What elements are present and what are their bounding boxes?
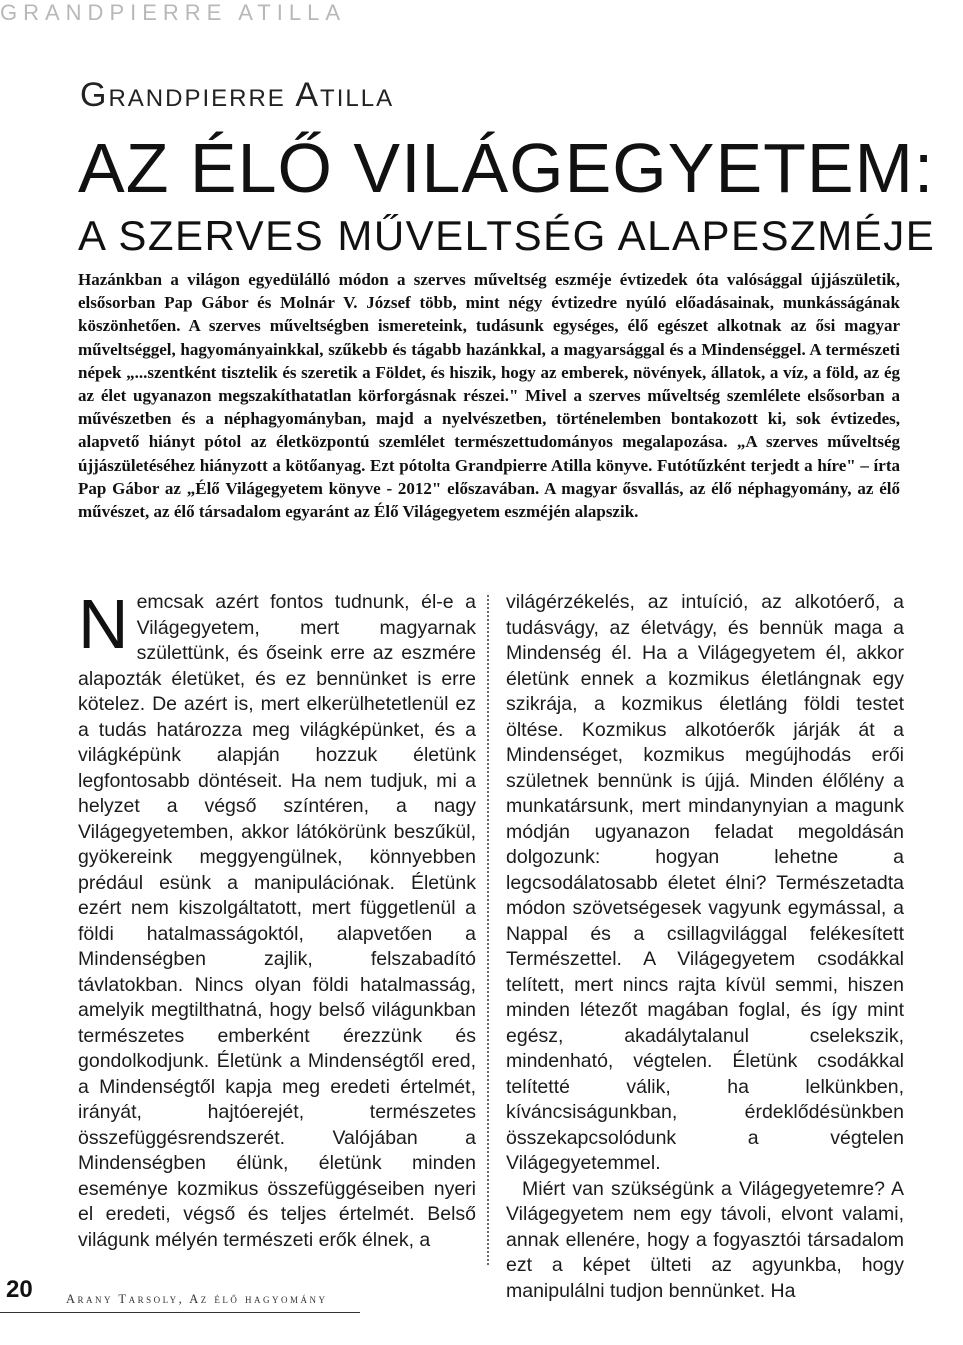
left-column-text: emcsak azért fontos tudnunk, él-e a Világegyetem, mert magyarnak születtünk, és őseink erre az eszmére alapozták életüket, és ez bennünket is erre kötelez. De azért is, mert elkerülhetetlenül ez a tudás határozza meg világképünket, és a világképünk alapján hozzuk életünk legfontosabb döntéseit. Ha nem tudjuk, mi a helyzet a végső színtéren, a nagy Világegyetemben, akkor látókörünk beszűkül, gyökereink meggyengülnek, könnyebben prédául esünk a manipulációnak. Életünk ezért nem kiszolgáltatott, mert függetlenül a földi hatalmasságoktól, alapvetően a Mindenségben zajlik, felszabadító távlatokban. Nincs olyan földi hatalmasság, amelyik megtilthatná, hogy belső világunkban természetes emberként érezzünk és gondolkodjunk. Életünk a Mindenségtől ered, a Mindenségtől kapja meg eredeti értelmét, irányát, hajtóerejét, természetes összefüggésrendszerét. Valójában a Mindenségben élünk, életünk minden eseménye kozmikus összefüggéseiben nyeri el eredeti, végső és teljes értelmét. Belső világunk mélyén természeti erők élnek, a bbox=[78, 591, 476, 1251]
right-column-paragraph-2: Miért van szükségünk a Világegyetemre? A Világegyetem nem egy távoli, elvont valami, annak ellenére, hogy a fogyasztói társadalom ezt a képet ülteti az agyunkba, hogy manipulálni tudjon bennünket. Ha bbox=[506, 1177, 904, 1302]
header-ghost-text: GRANDPIERRE ATILLA bbox=[0, 0, 346, 25]
author-name: Grandpierre Atilla bbox=[80, 76, 395, 114]
right-column bbox=[506, 590, 904, 1304]
lead-paragraph: Hazánkban a világon egyedülálló módon a szerves műveltség eszméje évtizedek óta valósággal újjászületik, elsősorban Pap Gábor és Molnár V. József több, mint négy évtizedre nyúló előadásainak, munkásságának köszönhetően. A szerves műveltségben ismereteink, tudásunk egységes, élő egészet alkotnak az ősi magyar műveltséggel, hagyományainkkal, szűkebb és tágabb hazánkkal, a magyarsággal és a Mindenséggel. A természeti népek „...szentként tisztelik és szeretik a Földet, és hiszik, hogy az emberek, növények, állatok, a víz, a föld, az ég az élet ugyanazon megszakíthatatlan körforgásnak részei." Mivel a szerves műveltség szemlélete elsősorban a művészetben és a néphagyományban, majd a nyelvészetben, történelemben bontakozott ki, sok évtizedes, alapvető hiányt pótol az életközpontú szemlélet természettudományos megalapozása. „A szerves műveltség újjászületéséhez hiányzott a kötőanyag. Ezt pótolta Grandpierre Atilla könyve. Futótűzként terjedt a híre" – írta Pap Gábor az „Élő Világegyetem könyve - 2012" előszavában. A magyar ősvallás, az élő néphagyomány, az élő művészet, az élő társadalom egyaránt az Élő Világegyetem eszméjén alapszik. bbox=[78, 270, 900, 522]
column-divider bbox=[487, 595, 489, 1265]
left-column bbox=[78, 585, 476, 1253]
right-column-paragraph-1: világérzékelés, az intuíció, az alkotóerő, a tudásvágy, az életvágy, és bennük maga a Mindenség él. Ha a Világegyetem él, akkor életünk ennek a kozmikus életlángnak egy szikrája, a kozmikus életláng földi testet öltése. Kozmikus alkotóerők járják át a Mindenséget, kozmikus megújhodás erői születnek bennünk is újjá. Minden élőlény a munkatársunk, mert mindanynyian a magunk módján ugyanazon feladat megoldásán dolgozunk: hogyan lehetne a legcsodálatosabb életet élni? Természetadta módon szövetségesek vagyunk egymással, a Nappal és a csillagvilággal felékesített Természettel. A Világegyetem csodákkal telített, mert nincs rajta kívül semmi, hiszen minden létezőt magában foglal, és így mint egész, akadálytalanul cselekszik, mindenható, végtelen. Életünk csodákkal telítetté válik, ha lelkünkben, kíváncsiságunkban, érdeklődésünkben összekapcsolódunk a végtelen Világegyetemmel. bbox=[506, 591, 904, 1174]
page-number: 20 bbox=[6, 1276, 33, 1303]
left-column-paragraph bbox=[78, 585, 476, 1253]
article-subtitle: A SZERVES MŰVELTSÉG ALAPESZMÉJE bbox=[78, 212, 936, 259]
drop-cap: N bbox=[78, 585, 129, 663]
article-title: AZ ÉLŐ VILÁGEGYETEM: bbox=[78, 129, 935, 207]
footer-rule bbox=[0, 1312, 360, 1313]
running-title: Arany Tarsoly, Az élő hagyomány bbox=[66, 1292, 328, 1306]
